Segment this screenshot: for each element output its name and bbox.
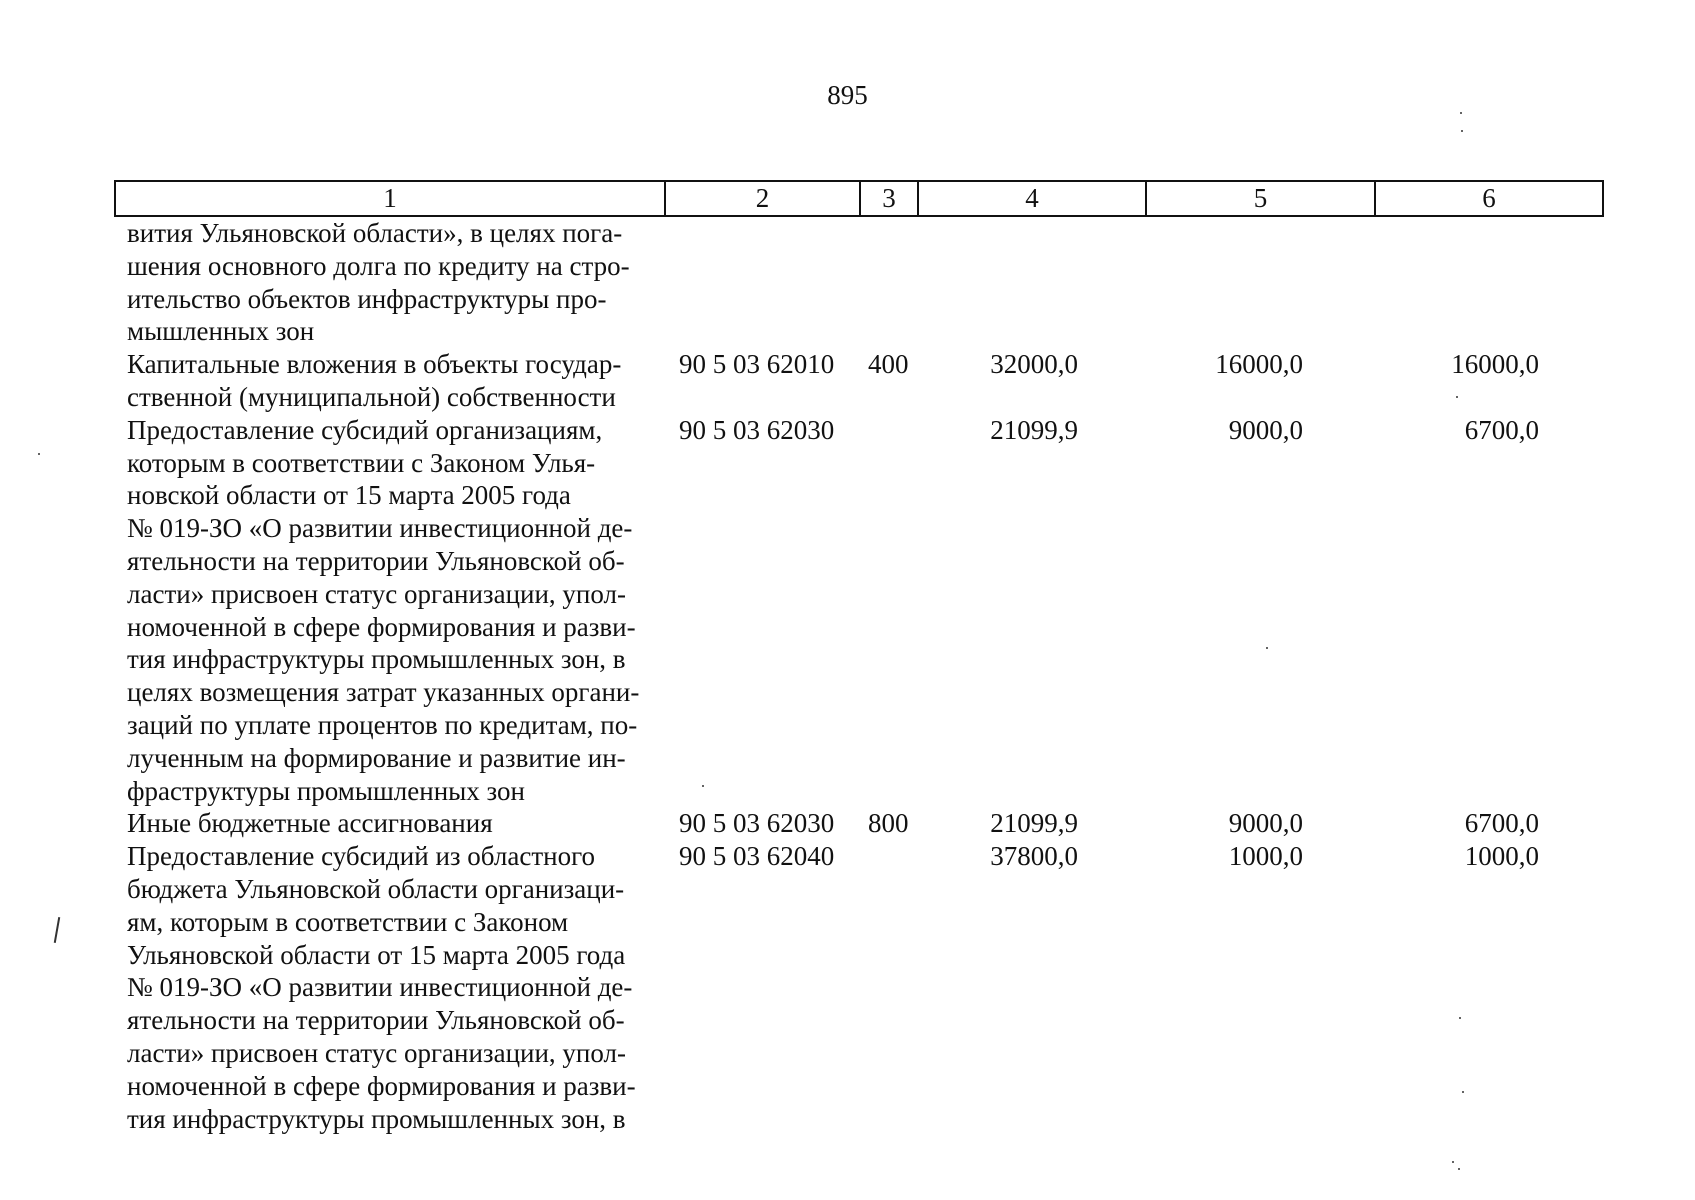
description-line: номоченной в сфере формирования и разви- (127, 1070, 636, 1101)
description-line: целях возмещения затрат указанных органи- (127, 677, 640, 708)
description-line: новской области от 15 марта 2005 года (127, 480, 571, 511)
column-header-1: 1 (115, 181, 665, 216)
table-row (115, 348, 1603, 414)
description-line: ятельности на территории Ульяновской об- (127, 545, 625, 576)
row-type (860, 216, 918, 348)
description-line: Предоставление субсидий организациям, (127, 414, 603, 445)
row-value-col6: 6700,0 (1464, 414, 1539, 445)
row-code: 90 5 03 62040 (679, 841, 835, 872)
description-line: ительство объектов инфраструктуры про- (127, 283, 607, 314)
scan-speck (1266, 647, 1268, 649)
row-value-col5: 9000,0 (1228, 414, 1303, 445)
scan-speck (1452, 1161, 1454, 1163)
row-value-col5 (1146, 216, 1375, 348)
description-line: № 019-ЗО «О развитии инвестиционной де- (127, 513, 633, 544)
description-line: ям, которым в соответствии с Законом (127, 906, 569, 937)
row-description (115, 414, 665, 808)
scan-speck (1462, 1091, 1464, 1093)
column-header-5: 5 (1146, 181, 1375, 216)
row-value-col6: 16000,0 (1451, 349, 1539, 380)
column-header-3: 3 (860, 181, 918, 216)
scan-speck (1461, 130, 1463, 132)
description-line: ласти» присвоен статус организации, упол- (127, 578, 626, 609)
scan-speck (38, 453, 40, 455)
row-value-col5: 16000,0 (1215, 349, 1303, 380)
row-value-col4: 21099,9 (990, 414, 1078, 445)
description-line: тия инфраструктуры промышленных зон, в (127, 644, 626, 675)
row-value-col6: 1000,0 (1464, 841, 1539, 872)
column-header-4: 4 (918, 181, 1146, 216)
page-number: 895 (827, 80, 868, 110)
description-line: бюджета Ульяновской области организаци- (127, 873, 625, 904)
row-value-col4: 32000,0 (990, 349, 1078, 380)
row-type: 800 (868, 808, 909, 839)
description-line: ственной (муниципальной) собственности (127, 381, 616, 412)
scan-speck (1456, 396, 1458, 398)
description-line: Ульяновской области от 15 марта 2005 года (127, 939, 626, 970)
row-description (115, 807, 665, 840)
description-line: вития Ульяновской области», в целях пога- (127, 218, 623, 248)
row-code: 90 5 03 62030 (679, 808, 835, 839)
row-description (115, 216, 665, 348)
row-value-col4 (918, 216, 1146, 348)
description-line: мышленных зон (127, 316, 315, 347)
description-line: ятельности на территории Ульяновской об- (127, 1005, 625, 1036)
description-line: номоченной в сфере формирования и разви- (127, 611, 636, 642)
column-header-6: 6 (1375, 181, 1603, 216)
description-line: шения основного долга по кредиту на стро- (127, 250, 630, 281)
row-value-col6: 6700,0 (1464, 808, 1539, 839)
description-line: заций по уплате процентов по кредитам, по- (127, 709, 638, 740)
description-line: лученным на формирование и развитие ин- (127, 742, 626, 773)
row-code: 90 5 03 62010 (679, 349, 835, 380)
row-type: 400 (868, 349, 909, 380)
table-row (115, 840, 1603, 1135)
header-row (115, 181, 1603, 216)
row-type (860, 414, 918, 808)
scan-speck (1458, 1168, 1460, 1170)
description-line: Капитальные вложения в объекты государ- (127, 349, 622, 380)
scan-speck (702, 785, 704, 787)
row-code (665, 216, 860, 348)
scan-speck (1459, 1017, 1461, 1019)
description-line: ласти» присвоен статус организации, упол- (127, 1037, 626, 1068)
row-code: 90 5 03 62030 (679, 414, 835, 445)
description-line: тия инфраструктуры промышленных зон, в (127, 1103, 626, 1134)
description-line: которым в соответствии с Законом Улья- (127, 447, 596, 478)
table-row (115, 414, 1603, 808)
row-value-col6 (1375, 216, 1603, 348)
budget-table (114, 180, 1604, 1135)
row-value-col4: 37800,0 (990, 841, 1078, 872)
row-value-col5: 1000,0 (1228, 841, 1303, 872)
scan-speck (1460, 112, 1462, 114)
table-row (115, 216, 1603, 348)
table-row (115, 807, 1603, 840)
row-value-col4: 21099,9 (990, 808, 1078, 839)
description-line: Иные бюджетные ассигнования (127, 808, 493, 839)
description-line: № 019-ЗО «О развитии инвестиционной де- (127, 972, 633, 1003)
row-description (115, 348, 665, 414)
description-line: фраструктуры промышленных зон (127, 775, 525, 806)
scan-mark (54, 917, 60, 943)
column-header-2: 2 (665, 181, 860, 216)
row-value-col5: 9000,0 (1228, 808, 1303, 839)
description-line: Предоставление субсидий из областного (127, 841, 595, 872)
row-description (115, 840, 665, 1135)
row-type (860, 840, 918, 1135)
